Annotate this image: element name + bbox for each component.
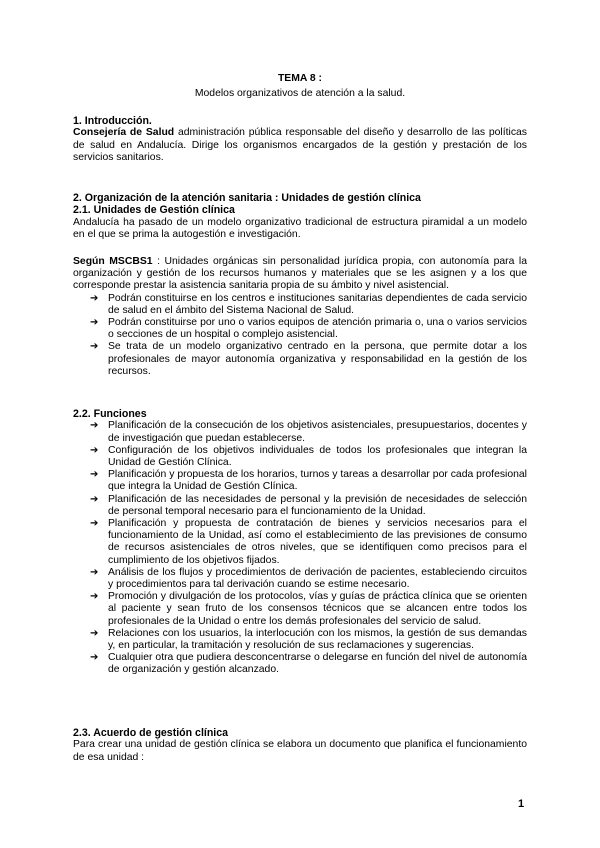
section-2-3-heading: 2.3. Acuerdo de gestión clínica [73,727,229,739]
functions-list [73,420,527,676]
arrow-icon: ➔ [90,493,99,505]
list-item: ➔ Cualquier otra que pudiera desconcentrarse o delegarse en función del nivel de autonomía de organización y gestión alcanzado. [90,652,527,676]
section-1-heading: 1. Introducción. [73,115,152,127]
list-item: ➔ Podrán constituirse por uno o varios equipos de atención primaria o, una o varios servicios o secciones de un hospital o complejo asistencial. [90,317,527,341]
list-item: ➔ Se trata de un modelo organizativo centrado en la persona, que permite dotar a los profesionales de mayor autonomía organizativa y responsabilidad en la gestión de los recursos. [90,341,527,377]
arrow-icon: ➔ [90,292,99,304]
topic-subtitle: Modelos organizativos de atención a la salud. [194,88,406,99]
arrow-icon: ➔ [90,591,99,603]
list-item: ➔ Promoción y divulgación de los protocolos, vías y guías de práctica clínica que se orienten al paciente y sean fruto de los consensos técnicos que se alcancen entre todos los profesionales de la Unidad o entre los demás profesionales del servicio de salud. [90,591,527,627]
list-item: ➔ Configuración de los objetivos individuales de todos los profesionales que integran la Unidad de Gestión Clínica. [90,444,527,469]
arrow-icon: ➔ [90,469,99,481]
arrow-icon: ➔ [90,420,99,432]
list-item: ➔ Análisis de los flujos y procedimientos de derivación de pacientes, estableciendo circuitos y procedimientos para tal derivación cuando se estime necesario. [90,566,527,591]
list-item: ➔ Planificación y propuesta de los horarios, turnos y tareas a desarrollar por cada profesional que integra la Unidad de Gestión Clínica. [90,469,527,493]
topic-title: TEMA 8 : [277,73,323,84]
mscbs-paragraph [73,256,527,293]
arrow-icon: ➔ [90,566,99,578]
list-item: ➔ Planificación de las necesidades de personal y la previsión de necesidades de selección de personal temporal necesario para el funcionamiento de la Unidad. [90,493,527,517]
section-functions [73,408,527,677]
arrow-icon: ➔ [90,518,99,530]
section-2-3-paragraph: Para crear una unidad de gestión clínica se elabora un documento que planifica el funcionamiento de esa unidad : [73,739,527,763]
arrow-icon: ➔ [90,341,99,353]
arrow-icon: ➔ [90,652,99,664]
section-organization [73,192,527,241]
arrow-icon: ➔ [90,444,99,456]
section-2-heading: 2. Organización de la atención sanitaria : Unidades de gestión clínica [73,192,421,204]
mscbs-definition [73,256,527,378]
consejeria-text: administración pública responsable del diseño y desarrollo de las políticas de salud en Andalucía. Dirige los organismos encargados de la gestión y prestación de los servicios sanitarios. [73,127,527,163]
list-item: ➔ Planificación y propuesta de contratación de bienes y servicios necesarios para el funcionamiento de la Unidad, así como el establecimiento de las previsiones de consumo de recursos asistenciales de otros niveles, que se identifiquen como precisos para el cumplimiento de los objetivos fijados. [90,518,527,566]
arrow-icon: ➔ [90,627,99,639]
list-item: ➔ Relaciones con los usuarios, la interlocución con los mismos, la gestión de sus demandas y, en particular, la tramitación y resolución de sus reclamaciones y sugerencias. [90,627,527,652]
section-introduction [73,115,527,164]
list-item: ➔ Podrán constituirse en los centros e instituciones sanitarias dependientes de cada servicio de salud en el ámbito del Sistema Nacional de Salud. [90,292,527,316]
arrow-icon: ➔ [90,317,99,329]
section-agreement [73,727,527,764]
mscbs-term: Según MSCBS1 [73,256,153,267]
page-number: 1 [518,798,525,810]
list-item: ➔ Planificación de la consecución de los objetivos asistenciales, presupuestarios, docentes y de investigación que puedan establecerse. [90,420,527,444]
section-1-paragraph [73,127,527,164]
section-2-2-heading: 2.2. Funciones [73,408,147,420]
section-2-1-heading: 2.1. Unidades de Gestión clínica [73,204,235,217]
consejeria-term: Consejería de Salud [73,127,175,139]
section-2-1-paragraph: Andalucía ha pasado de un modelo organizativo tradicional de estructura piramidal a un modelo en el que se prima la autogestión e investigación. [73,216,527,241]
units-list [73,293,527,378]
mscbs-text: : Unidades orgánicas sin personalidad jurídica propia, con autonomía para la organización y gestión de los recursos humanos y materiales que se les asignen y a los que corresponde prestar la asistencia sanitaria propia de su ámbito y nivel asistencial. [73,256,527,292]
